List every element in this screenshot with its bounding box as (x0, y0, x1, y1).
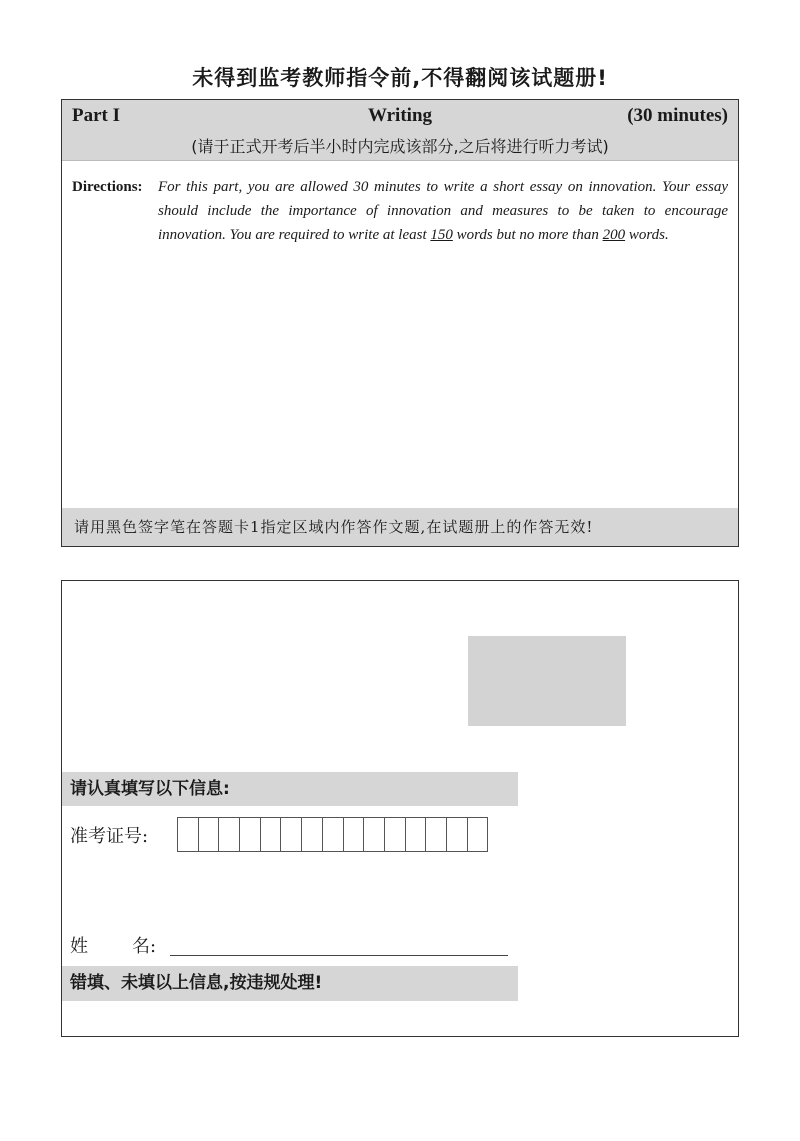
name-label (70, 932, 156, 958)
info-warning: 错填、未填以上信息,按违规处理! (62, 966, 518, 1001)
name-field-line[interactable] (170, 955, 508, 956)
exam-id-cell[interactable] (301, 817, 323, 852)
name-label-a: 姓 (70, 936, 88, 957)
exam-id-cell[interactable] (280, 817, 302, 852)
answer-note: 请用黑色签字笔在答题卡1指定区域内作答作文题,在试题册上的作答无效! (62, 508, 738, 546)
exam-id-cell[interactable] (218, 817, 240, 852)
directions-label: Directions: (72, 179, 143, 195)
directions-text-3: words. (625, 227, 669, 243)
part-time: (30 minutes) (627, 105, 728, 126)
exam-id-cell[interactable] (446, 817, 468, 852)
directions-text-1: For this part, you are allowed 30 minutes to write a short essay on innovation. Your essay should include the importance of innovation and measures to be taken to encourage innovation. You are required to write at least (158, 179, 728, 243)
exam-id-cell[interactable] (363, 817, 385, 852)
info-prompt: 请认真填写以下信息: (62, 772, 518, 806)
candidate-info-section (61, 580, 739, 1037)
part-instruction: (请于正式开考后半小时内完成该部分,之后将进行听力考试) (191, 137, 609, 156)
exam-id-cell[interactable] (322, 817, 344, 852)
directions-text (158, 175, 728, 247)
exam-id-cell[interactable] (260, 817, 282, 852)
part-header (62, 100, 738, 161)
top-warning: 未得到监考教师指令前,不得翻阅该试题册! (192, 66, 608, 90)
writing-section (61, 99, 739, 547)
exam-id-cell[interactable] (467, 817, 489, 852)
exam-id-cell[interactable] (239, 817, 261, 852)
photo-placeholder (468, 636, 626, 726)
exam-id-cell[interactable] (343, 817, 365, 852)
exam-id-cells[interactable] (178, 817, 488, 852)
exam-id-cell[interactable] (198, 817, 220, 852)
name-label-b: 名: (132, 936, 157, 957)
min-words: 150 (430, 227, 453, 243)
exam-id-label: 准考证号: (70, 826, 149, 847)
part-label: Part I (72, 105, 121, 126)
directions-text-2: words but no more than (452, 227, 603, 243)
exam-id-cell[interactable] (177, 817, 199, 852)
max-words: 200 (602, 227, 626, 243)
exam-id-cell[interactable] (405, 817, 427, 852)
exam-id-cell[interactable] (425, 817, 447, 852)
directions-block (62, 161, 738, 247)
exam-id-cell[interactable] (384, 817, 406, 852)
part-title: Writing (367, 105, 433, 126)
